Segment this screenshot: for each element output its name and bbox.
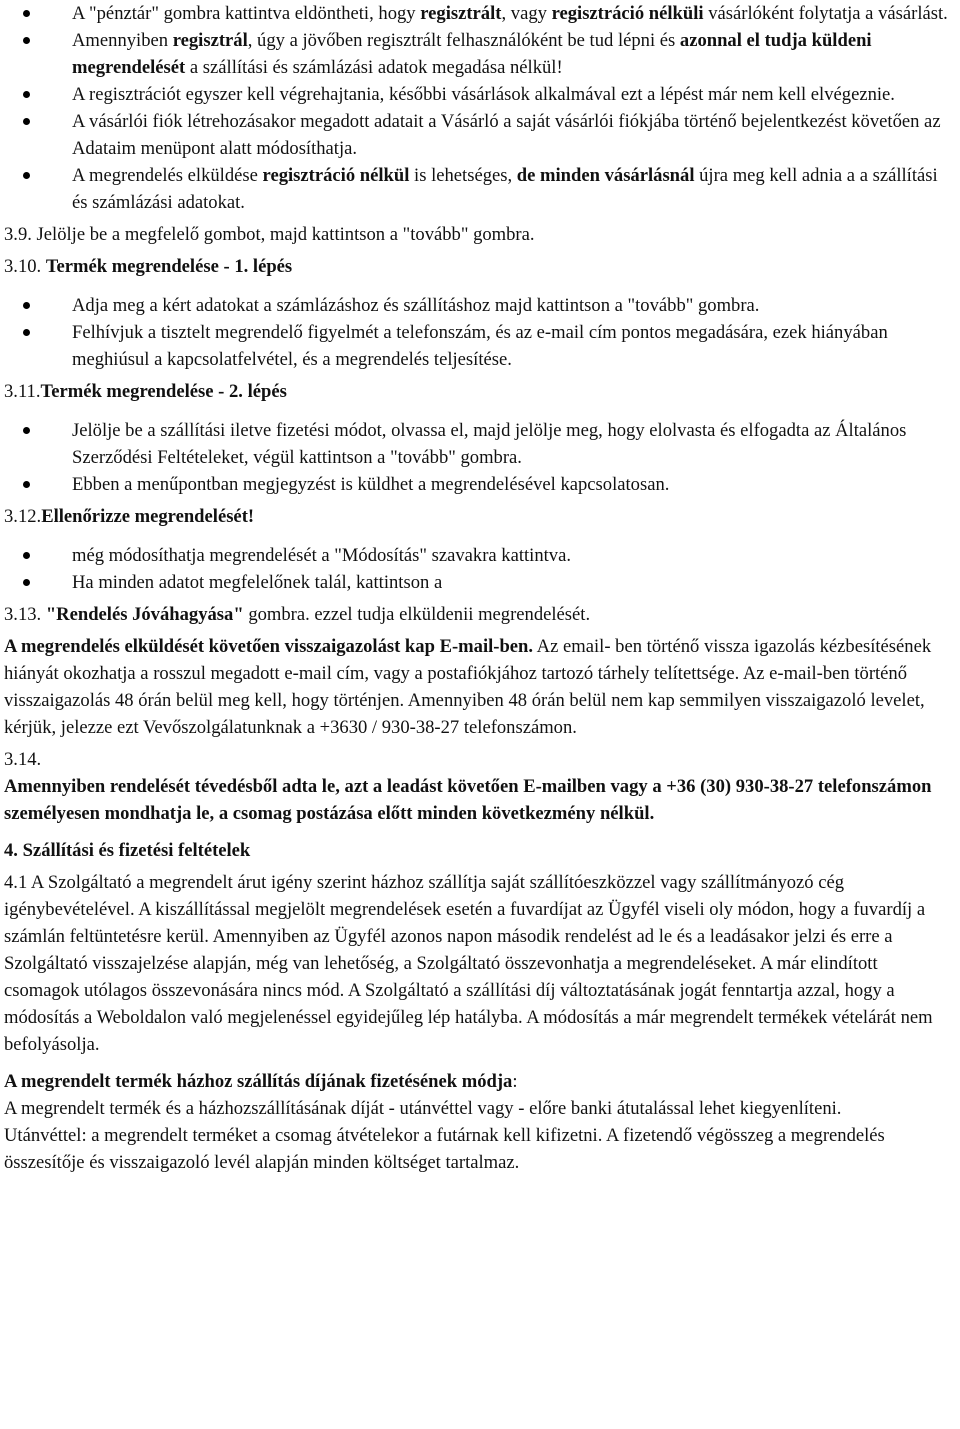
- list-item: A "pénztár" gombra kattintva eldöntheti, hogy regisztrált, vagy regisztráció nélküli vásárlóként folytatja a vásárlást.: [72, 0, 956, 27]
- list-item: Ebben a menűpontban megjegyzést is küldhet a megrendelésével kapcsolatosan.: [72, 471, 956, 498]
- section-3-9: 3.9. Jelölje be a megfelelő gombot, majd kattintson a "tovább" gombra.: [4, 224, 535, 245]
- list-item: A regisztrációt egyszer kell végrehajtania, későbbi vásárlások alkalmával ezt a lépést már nem kell elvégeznie.: [72, 81, 956, 108]
- section-3-10-heading: 3.10. Termék megrendelése - 1. lépés: [4, 256, 293, 277]
- list-item: A vásárlói fiók létrehozásakor megadott adatait a Vásárló a saját vásárlói fiókjába történő bejelentkezést követően az Adataim menüpont alatt módosíthatja.: [72, 108, 956, 162]
- list-item: még módosíthatja megrendelését a "Módosítás" szavakra kattintva.: [72, 542, 956, 569]
- order-step2-list: [4, 417, 956, 498]
- list-item: Ha minden adatot megfelelőnek talál, kattintson a: [72, 569, 956, 596]
- list-item: Adja meg a kért adatokat a számlázáshoz és szállításhoz majd kattintson a "tovább" gombra.: [72, 292, 956, 319]
- check-order-list: [4, 542, 956, 596]
- section-3-14-text: Amennyiben rendelését tévedésből adta le, azt a leadást követően E-mailben vagy a +36 (30) 930-38-27 telefonszámon személyesen mondhatja le, a csomag postázása előtt minden következmény nélkül.: [4, 776, 932, 824]
- section-3-12-heading: 3.12.Ellenőrizze megrendelését!: [4, 506, 255, 527]
- section-3-11-heading: 3.11.Termék megrendelése - 2. lépés: [4, 381, 287, 402]
- confirmation-paragraph: A megrendelés elküldését követően visszaigazolást kap E-mail-ben. Az email- ben történő vissza igazolás kézbesítésének hiányát okozhatja a rosszul megadott e-mail cím, vagy a postafiókjához tartozó tárhely telítettsége. Az e-mail-ben történő visszaigazolás 48 órán belül meg kell, hogy történjen. Amennyiben 48 órán belül nem kap semmilyen visszaigazoló levelet, kérjük, jelezze ezt Vevőszolgálatunknak a +3630 / 930-38-27 telefonszámon.: [4, 636, 932, 738]
- list-item: Amennyiben regisztrál, úgy a jövőben regisztrált felhasználóként be tud lépni és azonnal el tudja küldeni megrendelését a szállítási és számlázási adatok megadása nélkül!: [72, 27, 956, 81]
- section-4-heading: 4. Szállítási és fizetési feltételek: [4, 840, 251, 861]
- list-item: A megrendelés elküldése regisztráció nélkül is lehetséges, de minden vásárlásnál újra meg kell adnia a a szállítási és számlázási adatokat.: [72, 162, 956, 216]
- section-4-1-paragraph: 4.1 A Szolgáltató a megrendelt árut igény szerint házhoz szállítja saját szállítóeszközzel vagy szállítmányozó cég igénybevételével. A kiszállítással megjelölt megrendelések esetén a fuvardíjat az Ügyfél viseli oly módon, hogy a fuvardíj a számlán feltüntetésre kerül. Amennyiben az Ügyfél azonos napon második rendelést ad le és a leadásakor jelzi és erre a Szolgáltató visszajelzése alapján, még van lehetőség, a Szolgáltató összevonhatja a megrendeléseket. A már elindított csomagok utólagos összevonására nincs mód. A Szolgáltató a szállítási díj változtatásának jogát fenntartja azzal, hogy a módosítás a Weboldalon való megjelenéssel egyidejűleg lép hatályba. A módosítás a már megrendelt termékek vételárát nem befolyásolja.: [4, 872, 933, 1055]
- list-item: Jelölje be a szállítási iletve fizetési módot, olvassa el, majd jelölje meg, hogy elolvasta és elfogadta az Általános Szerződési Feltételeket, végül kattintson a "tovább" gombra.: [72, 417, 956, 471]
- order-step1-list: [4, 292, 956, 373]
- payment-heading: A megrendelt termék házhoz szállítás díjának fizetésének módja:: [4, 1071, 518, 1092]
- list-item: Felhívjuk a tisztelt megrendelő figyelmét a telefonszám, és az e-mail cím pontos megadására, ezek hiányában meghiúsul a kapcsolatfelvétel, és a megrendelés teljesítése.: [72, 319, 956, 373]
- section-3-13: 3.13. "Rendelés Jóváhagyása" gombra. ezzel tudja elküldenii megrendelését.: [4, 604, 591, 625]
- payment-paragraph-1: A megrendelt termék és a házhozszállításának díját - utánvéttel vagy - előre banki átutalással lehet kiegyenlíteni.: [4, 1098, 842, 1119]
- payment-paragraph-2: Utánvéttel: a megrendelt terméket a csomag átvételekor a futárnak kell kifizetni. A fizetendő végösszeg a megrendelés összesítője és visszaigazoló levél alapján minden költséget tartalmaz.: [4, 1125, 885, 1173]
- section-3-14-number: 3.14.: [4, 749, 42, 770]
- registration-list: [4, 0, 956, 216]
